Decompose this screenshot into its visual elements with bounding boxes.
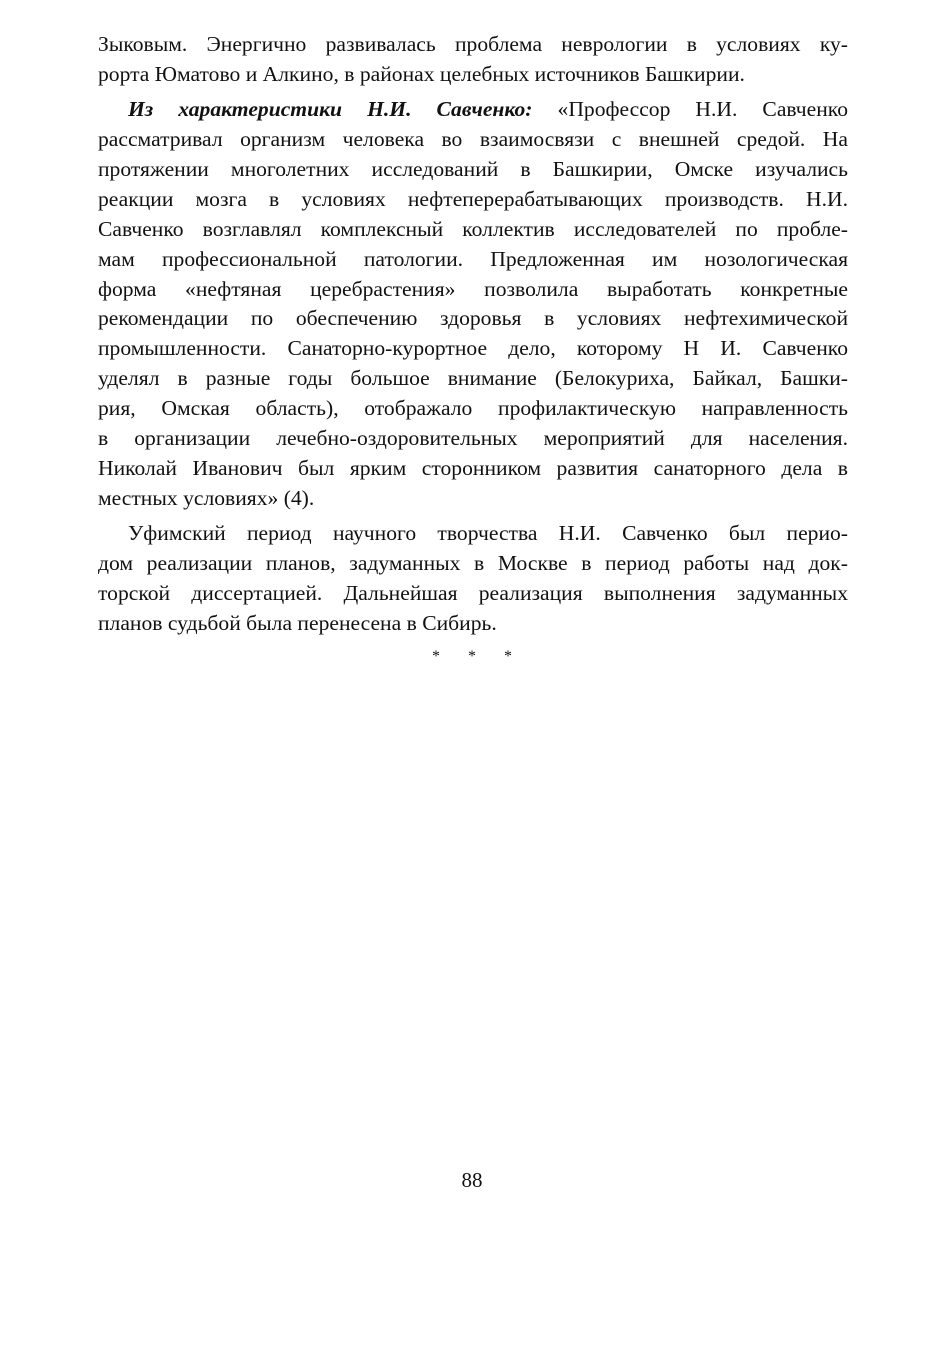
text-line: уделял в разные годы большое внимание (Белокуриха, Байкал, Башки- (98, 366, 848, 391)
paragraph-2 (98, 95, 848, 514)
text-line: рия, Омская область), отображало профилактическую направленность (98, 396, 848, 421)
text-fragment: «Профессор Н.И. Савченко (532, 96, 848, 121)
paragraph-3 (98, 519, 848, 639)
text-line: дом реализации планов, задуманных в Москве в период работы над док- (98, 550, 848, 575)
text-line: местных условиях» (4). (98, 486, 315, 511)
text-line: в организации лечебно-оздоровительных мероприятий для населения. (98, 426, 848, 451)
section-separator: * * * (432, 648, 524, 665)
text-line: форма «нефтяная церебрастения» позволила выработать конкретные (98, 276, 848, 301)
text-line: рассматривал организм человека во взаимосвязи с внешней средой. На (98, 126, 848, 151)
text-line: планов судьбой была перенесена в Сибирь. (98, 610, 497, 635)
text-line: Николай Иванович был ярким сторонником развития санаторного дела в (98, 456, 848, 481)
text-line (98, 95, 848, 125)
paragraph-1 (98, 30, 848, 90)
text-line: торской диссертацией. Дальнейшая реализация выполнения задуманных (98, 580, 848, 605)
text-line: рекомендации по обеспечению здоровья в условиях нефтехимической (98, 306, 848, 331)
text-line: Уфимский период научного творчества Н.И. Савченко был перио- (128, 521, 848, 545)
text-line: реакции мозга в условиях нефтеперерабатывающих производств. Н.И. (98, 186, 848, 211)
text-line: промышленности. Санаторно-курортное дело, которому Н И. Савченко (98, 336, 848, 361)
text-line: рорта Юматово и Алкино, в районах целебных источников Башкирии. (98, 61, 745, 86)
page-number: 88 (461, 1168, 483, 1192)
text-line: мам профессиональной патологии. Предложенная им нозологическая (98, 246, 848, 271)
paragraph-lead: Из характеристики Н.И. Савченко: (128, 96, 533, 121)
text-line: протяжении многолетних исследований в Башкирии, Омске изучались (98, 156, 848, 181)
page-body (98, 30, 848, 639)
text-line: Зыковым. Энергично развивалась проблема неврологии в условиях ку- (98, 32, 848, 56)
text-line: Савченко возглавлял комплексный коллектив исследователей по пробле- (98, 216, 848, 241)
